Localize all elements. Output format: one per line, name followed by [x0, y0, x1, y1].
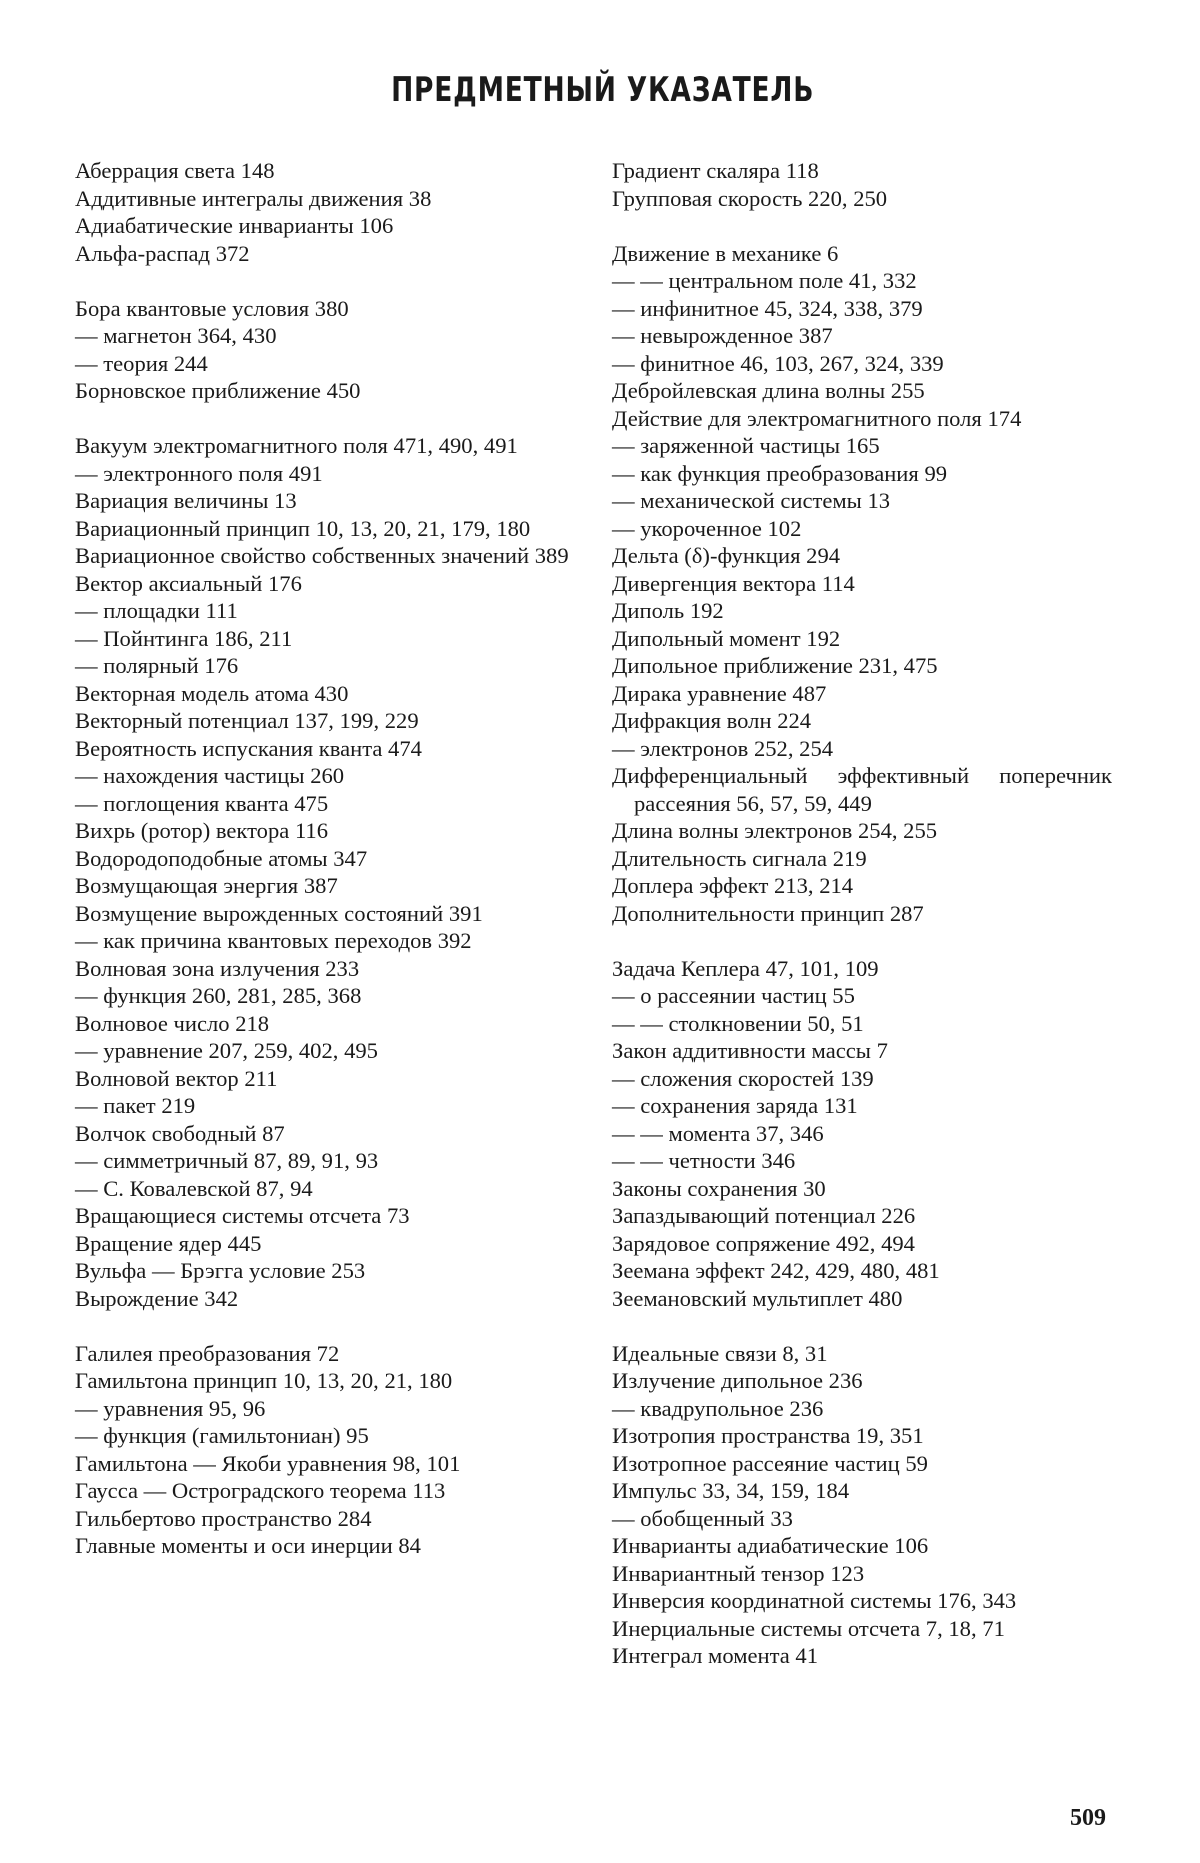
section-gap [612, 927, 1112, 955]
index-entry: Аберрация света 148 [75, 158, 275, 183]
index-entry: Закон аддитивности массы 7 [612, 1038, 888, 1063]
index-entry: Бора квантовые условия 380 [75, 295, 349, 321]
index-entry: Длина волны электронов 254, 255 [612, 818, 938, 843]
index-entry: Дополнительности принцип 287 [612, 900, 924, 926]
index-entry: Движение в механике 6 [612, 240, 839, 266]
index-entry: — квадрупольное 236 [612, 1395, 824, 1421]
section-gap [75, 405, 570, 433]
index-entry: — сложения скоростей 139 [612, 1065, 874, 1091]
index-entry: Запаздывающий потенциал 226 [612, 1203, 916, 1228]
index-entry: Аддитивные интегралы движения 38 [75, 185, 432, 211]
index-entry: — теория 244 [75, 350, 208, 376]
index-entry: Векторный потенциал 137, 199, 229 [75, 708, 419, 733]
index-entry: Вектор аксиальный 176 [75, 570, 302, 596]
index-entry: Дельта (δ)-функция 294 [612, 543, 841, 568]
index-entry: Вращение ядер 445 [75, 1230, 262, 1256]
index-entry: Гамильтона — Якоби уравнения 98, 101 [75, 1450, 461, 1476]
index-entry: Зеемановский мультиплет 480 [612, 1285, 903, 1311]
index-entry: Изотропия пространства 19, 351 [612, 1423, 924, 1448]
index-entry: — механической системы 13 [612, 488, 891, 513]
index-entry: — — столкновении 50, 51 [612, 1010, 864, 1036]
index-entry: Дивергенция вектора 114 [612, 570, 855, 596]
index-entry: Гамильтона принцип 10, 13, 20, 21, 180 [75, 1368, 453, 1393]
index-entry: Изотропное рассеяние частиц 59 [612, 1450, 928, 1476]
index-entry: Борновское приближение 450 [75, 378, 361, 403]
index-entry: Вариация величины 13 [75, 488, 297, 513]
index-entry: — нахождения частицы 260 [75, 763, 345, 788]
index-entry: Дифракция волн 224 [612, 708, 812, 733]
index-entry: — — момента 37, 346 [612, 1120, 824, 1146]
index-entry: Волчок свободный 87 [75, 1120, 285, 1146]
index-entry: Диполь 192 [612, 598, 724, 623]
index-entry: Инерциальные системы отсчета 7, 18, 71 [612, 1615, 1005, 1641]
index-entry: Векторная модель атома 430 [75, 680, 349, 706]
index-entry: Волновое число 218 [75, 1010, 270, 1036]
index-entry: Инвариантный тензор 123 [612, 1560, 865, 1586]
index-entry: Дифференциальный эффективный поперечник рассеяния 56, 57, 59, 449 [612, 763, 1112, 816]
index-entry: — площадки 111 [75, 598, 238, 623]
index-entry: Дипольный момент 192 [612, 625, 841, 651]
index-entry: Гильбертово пространство 284 [75, 1505, 372, 1531]
index-entry: Длительность сигнала 219 [612, 845, 867, 871]
index-entry: — укороченное 102 [612, 515, 802, 541]
section-gap [75, 267, 570, 295]
index-entry: — уравнения 95, 96 [75, 1395, 266, 1421]
index-entry: Импульс 33, 34, 159, 184 [612, 1478, 850, 1503]
index-entry: — пакет 219 [75, 1093, 196, 1118]
section-gap [612, 1312, 1112, 1340]
index-entry: — невырожденное 387 [612, 323, 833, 348]
section-gap [612, 212, 1112, 240]
index-entry: Водородоподобные атомы 347 [75, 845, 368, 871]
index-entry: — как причина квантовых переходов 392 [75, 928, 472, 953]
index-entry: — поглощения кванта 475 [75, 790, 329, 816]
index-entry: Градиент скаляра 118 [612, 158, 819, 183]
index-entry: — электронного поля 491 [75, 460, 323, 486]
index-entry: Задача Кеплера 47, 101, 109 [612, 955, 879, 981]
index-entry: Зеемана эффект 242, 429, 480, 481 [612, 1258, 940, 1283]
index-entry: Вырождение 342 [75, 1285, 239, 1311]
index-entry: — Пойнтинга 186, 211 [75, 625, 293, 651]
index-entry: Возмущение вырожденных состояний 391 [75, 900, 483, 926]
index-entry: — магнетон 364, 430 [75, 323, 277, 348]
page-title: ПРЕДМЕТНЫЙ УКАЗАТЕЛЬ [391, 70, 815, 110]
index-entry: — о рассеянии частиц 55 [612, 983, 855, 1008]
index-entry: Вращающиеся системы отсчета 73 [75, 1203, 410, 1228]
index-entry: — обобщенный 33 [612, 1505, 793, 1531]
index-entry: — полярный 176 [75, 653, 239, 678]
index-entry: Гаусса — Остроградского теорема 113 [75, 1478, 446, 1503]
index-entry: Законы сохранения 30 [612, 1175, 826, 1201]
index-entry: Дипольное приближение 231, 475 [612, 653, 938, 678]
index-entry: Излучение дипольное 236 [612, 1368, 863, 1393]
section-gap [75, 1312, 570, 1340]
index-entry: Инверсия координатной системы 176, 343 [612, 1588, 1017, 1613]
index-entry: Идеальные связи 8, 31 [612, 1340, 828, 1366]
index-entry: — — четности 346 [612, 1148, 796, 1173]
index-entry: Вульфа — Брэгга условие 253 [75, 1258, 366, 1283]
index-entry: — сохранения заряда 131 [612, 1093, 858, 1118]
index-entry: — финитное 46, 103, 267, 324, 339 [612, 350, 944, 376]
index-entry: Групповая скорость 220, 250 [612, 185, 888, 211]
index-entry: Действие для электромагнитного поля 174 [612, 405, 1022, 431]
index-entry: Инварианты адиабатические 106 [612, 1533, 929, 1558]
index-entry: Волновой вектор 211 [75, 1065, 278, 1091]
index-entry: Адиабатические инварианты 106 [75, 213, 394, 238]
index-entry: — заряженной частицы 165 [612, 433, 880, 458]
index-entry: Дирака уравнение 487 [612, 680, 827, 706]
index-entry: — функция (гамильтониан) 95 [75, 1423, 369, 1448]
index-entry: Волновая зона излучения 233 [75, 955, 360, 981]
index-entry: — С. Ковалевской 87, 94 [75, 1175, 313, 1201]
index-entry: Доплера эффект 213, 214 [612, 873, 854, 898]
index-entry: — — центральном поле 41, 332 [612, 268, 917, 293]
index-entry: — инфинитное 45, 324, 338, 379 [612, 295, 923, 321]
index-entry: — функция 260, 281, 285, 368 [75, 983, 362, 1008]
index-column-left [75, 157, 570, 1560]
index-entry: Вакуум электромагнитного поля 471, 490, 491 [75, 433, 518, 458]
index-entry: Альфа-распад 372 [75, 240, 250, 266]
index-entry: Зарядовое сопряжение 492, 494 [612, 1230, 915, 1256]
index-column-right [612, 157, 1112, 1670]
index-entry: — симметричный 87, 89, 91, 93 [75, 1148, 379, 1173]
index-entry: Вероятность испускания кванта 474 [75, 735, 422, 761]
index-entry: Вариационный принцип 10, 13, 20, 21, 179, 180 [75, 515, 531, 541]
index-entry: Возмущающая энергия 387 [75, 873, 338, 898]
index-entry: — уравнение 207, 259, 402, 495 [75, 1038, 378, 1063]
index-entry: Вихрь (ротор) вектора 116 [75, 818, 329, 843]
index-entry: Интеграл момента 41 [612, 1643, 819, 1668]
index-entry: Вариационное свойство собственных значений 389 [75, 543, 569, 568]
index-entry: Главные моменты и оси инерции 84 [75, 1533, 421, 1558]
index-entry: — электронов 252, 254 [612, 735, 834, 761]
page-number: 509 [1070, 1805, 1106, 1831]
index-entry: — как функция преобразования 99 [612, 460, 948, 486]
index-entry: Галилея преобразования 72 [75, 1340, 340, 1366]
index-entry: Дебройлевская длина волны 255 [612, 378, 925, 403]
